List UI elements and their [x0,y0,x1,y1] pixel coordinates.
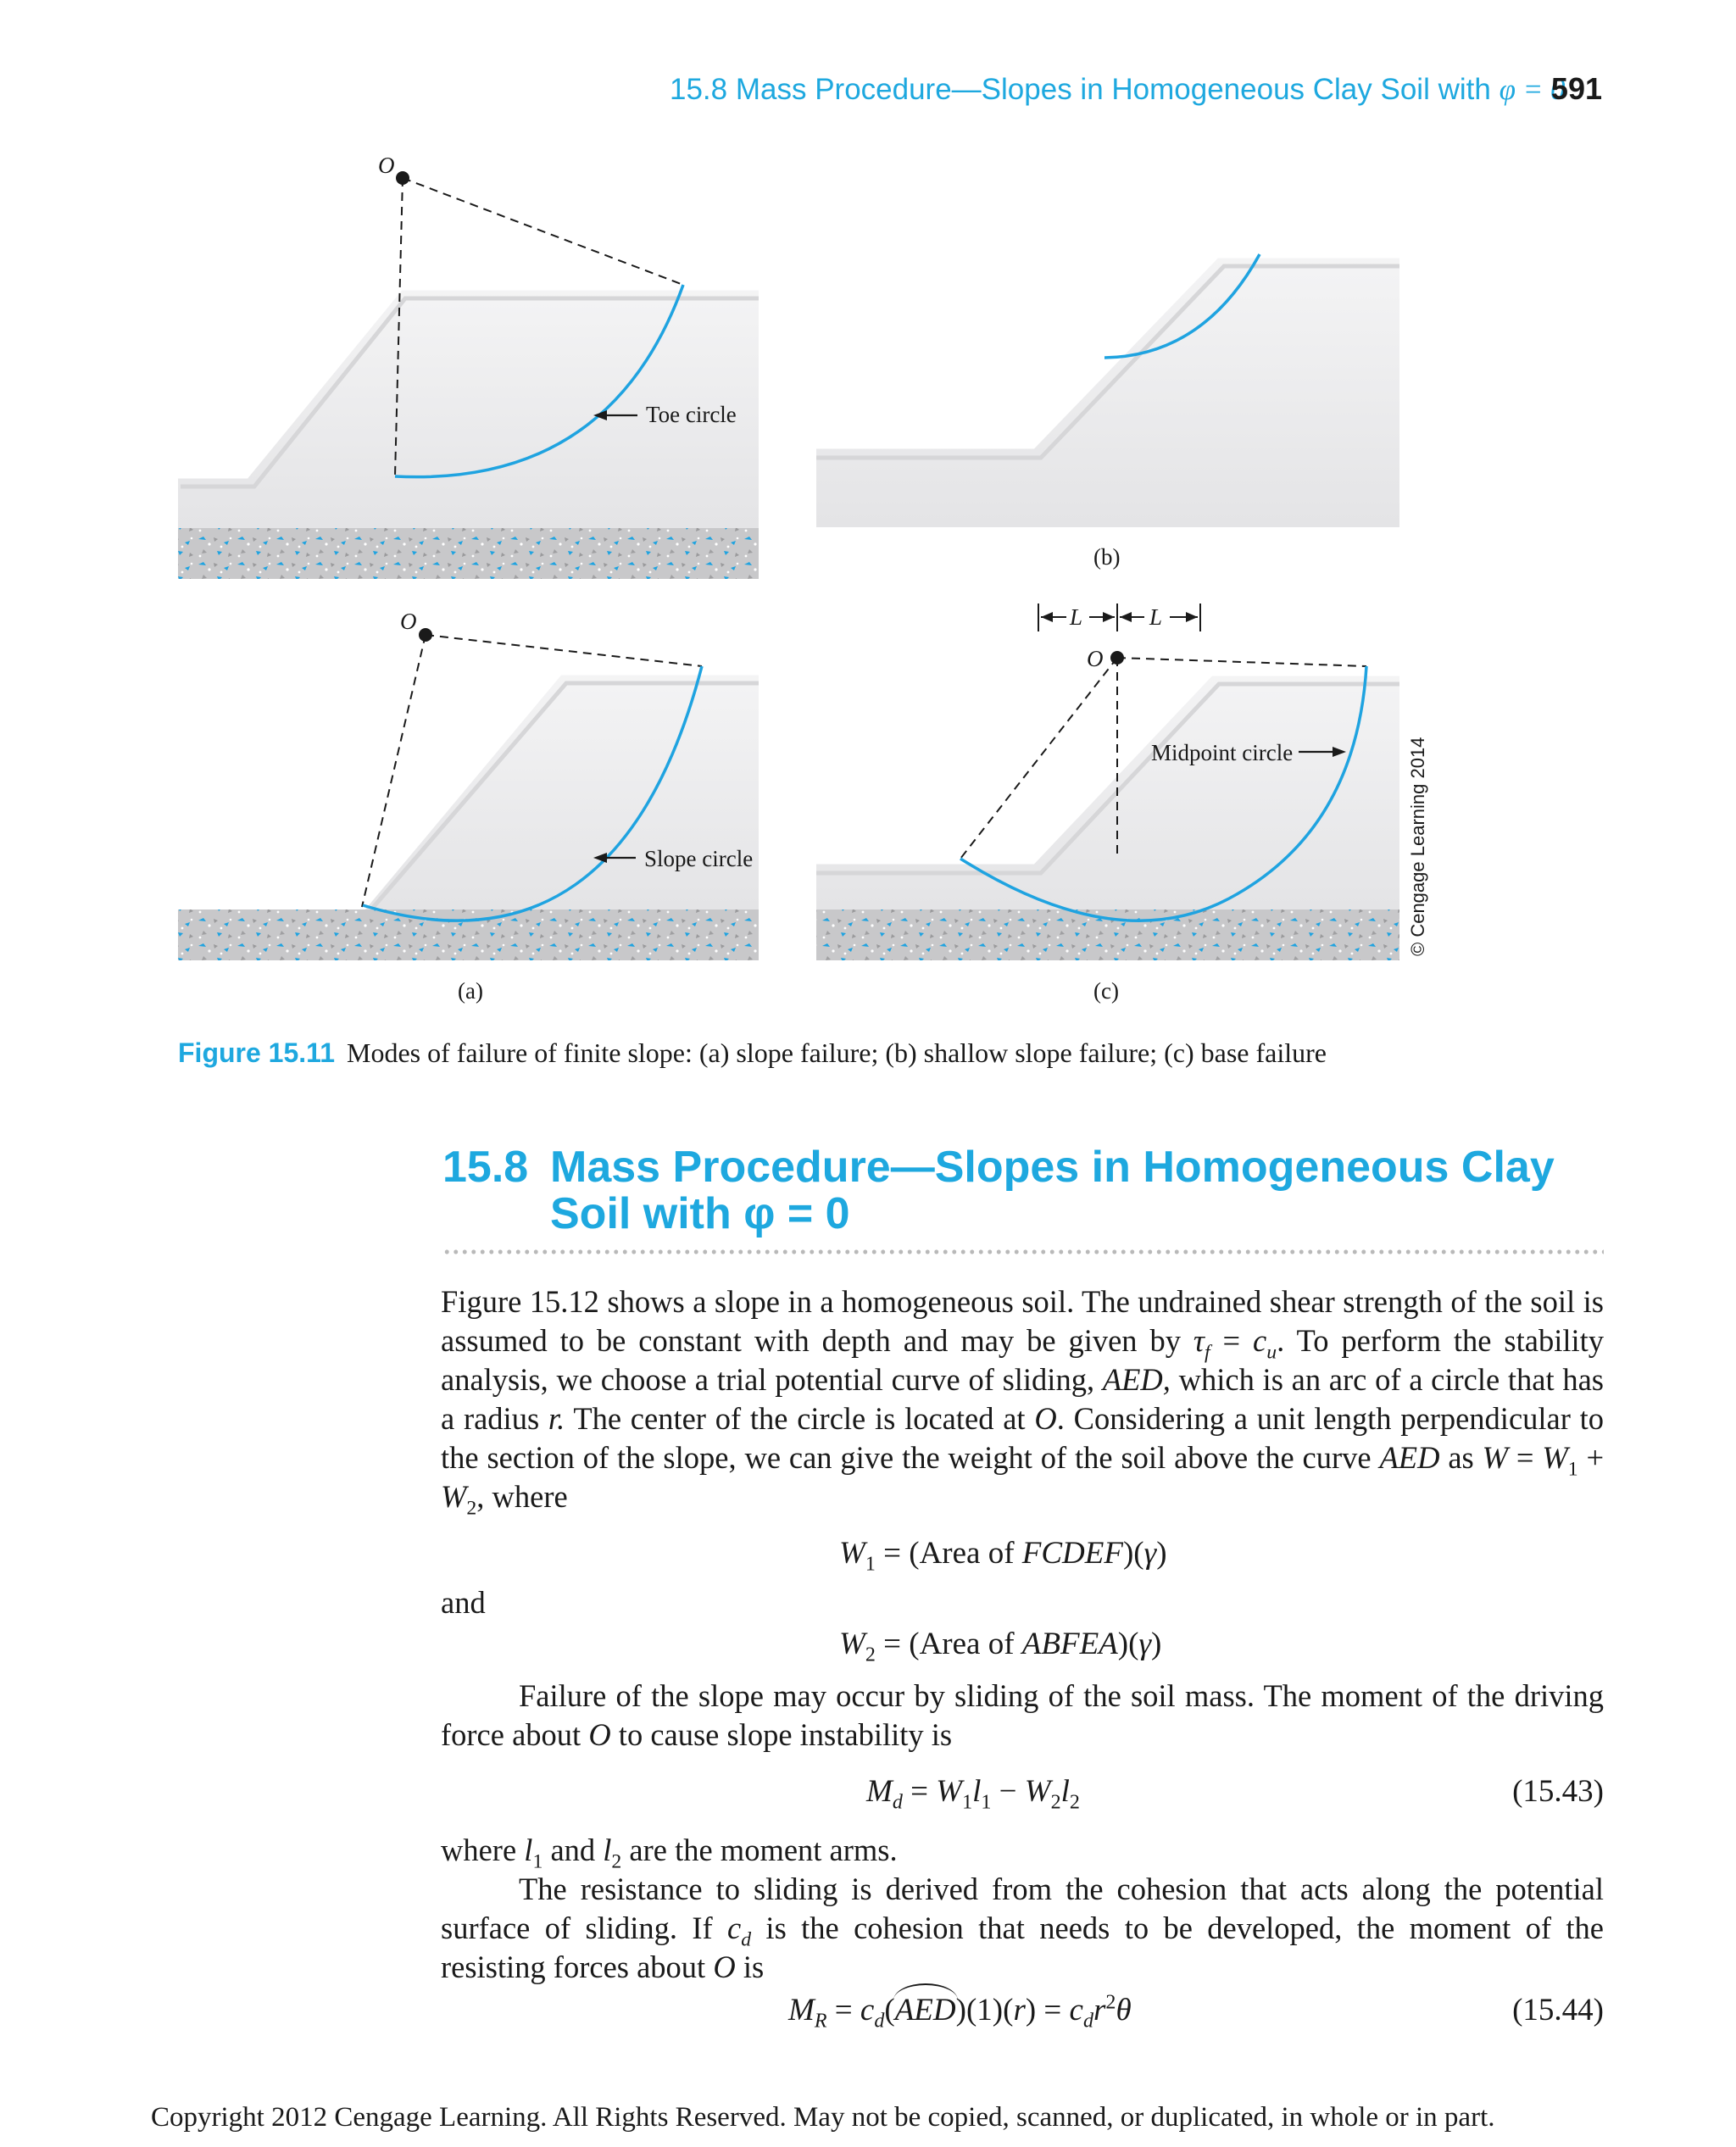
equation-15-43: $M_d = W_1l_1 - W_2l_2$ [866,1774,1080,1814]
section-title-line1: Mass Procedure—Slopes in Homogeneous Clay [550,1143,1555,1192]
paragraph-intro: Figure 15.12 shows a slope in a homogeneous soil. The undrained shear strength of the soil is assumed to be constant with depth and may be given by $\tau_f = c_u$. To perform the stability analysis, we choose a trial potential curve of sliding, AED, which is an arc of a circle that has a radius r. The center of the circle is located at O. Considering a unit length perpendicular to the section of the slope, we can give the weight of the soil above the curve AED as $W = W_1 + W_2$, where [441,1284,1605,1520]
label-o-toe: O [378,153,395,178]
panel-b-shallow-circle [816,254,1399,527]
label-panel-b: (b) [1093,544,1121,570]
paragraph-resisting-moment: The resistance to sliding is derived from the cohesion that acts along the potential surface of sliding. If $c_d$ is the cohesion that needs to be developed, the moment of the resisting forces about O is [441,1872,1604,1984]
caption-text: Modes of failure of finite slope: (a) slope failure; (b) shallow slope failure; (c) base failure [346,1037,1327,1068]
equation-number-15-43: (15.43) [1512,1774,1604,1809]
section-heading [442,1144,1612,1238]
figure-15-11 [0,0,1736,1017]
label-panel-a: (a) [458,978,483,1004]
equation-15-44: $M_R = c_d(AED)(1)(r) = c_dr^2\theta$ [788,1991,1132,2033]
label-toe-circle: Toe circle [646,402,737,427]
running-head-phi: φ = 0 [1499,73,1566,106]
panel-c-midpoint-circle [816,603,1399,960]
running-head-text: 15.8 Mass Procedure—Slopes in Homogeneous Clay Soil with [670,73,1491,106]
label-o-midpoint: O [1087,646,1104,671]
panel-a-toe-circle [178,171,759,579]
section-title-line2: Soil with φ = 0 [550,1189,850,1238]
label-l-right: L [1149,604,1163,630]
equation-w1: $W_1$ = (Area of FCDEF)(γ) [839,1536,1167,1576]
equation-number-15-44: (15.44) [1512,1993,1604,2027]
figure-caption [178,1037,1327,1069]
label-midpoint-circle: Midpoint circle [1151,740,1294,765]
figure-credit: © Cengage Learning 2014 [1407,737,1428,956]
dotted-rule [442,1249,1604,1254]
label-panel-c: (c) [1093,978,1119,1004]
center-point-o [419,628,432,642]
copyright-notice: Copyright 2012 Cengage Learning. All Rights Reserved. May not be copied, scanned, or duplicated, in whole or in part. [151,2102,1495,2133]
center-point-o [1110,651,1124,665]
caption-label: Figure 15.11 [178,1037,335,1068]
and-text: and [441,1585,486,1620]
center-point-o [396,171,409,185]
label-slope-circle: Slope circle [644,846,754,871]
paragraph-moment-arms: where $l_1$ and $l_2$ are the moment arms. [441,1833,898,1873]
equation-w2: $W_2$ = (Area of ABFEA)(γ) [839,1627,1162,1666]
page-number: 591 [1550,71,1602,106]
panel-a-slope-circle [178,628,759,960]
label-o-slope: O [400,609,417,634]
paragraph-driving-moment: Failure of the slope may occur by sliding of the soil mass. The moment of the driving force about O to cause slope instability is [441,1678,1604,1752]
label-l-left: L [1070,604,1083,630]
section-number: 15.8 [442,1143,529,1192]
